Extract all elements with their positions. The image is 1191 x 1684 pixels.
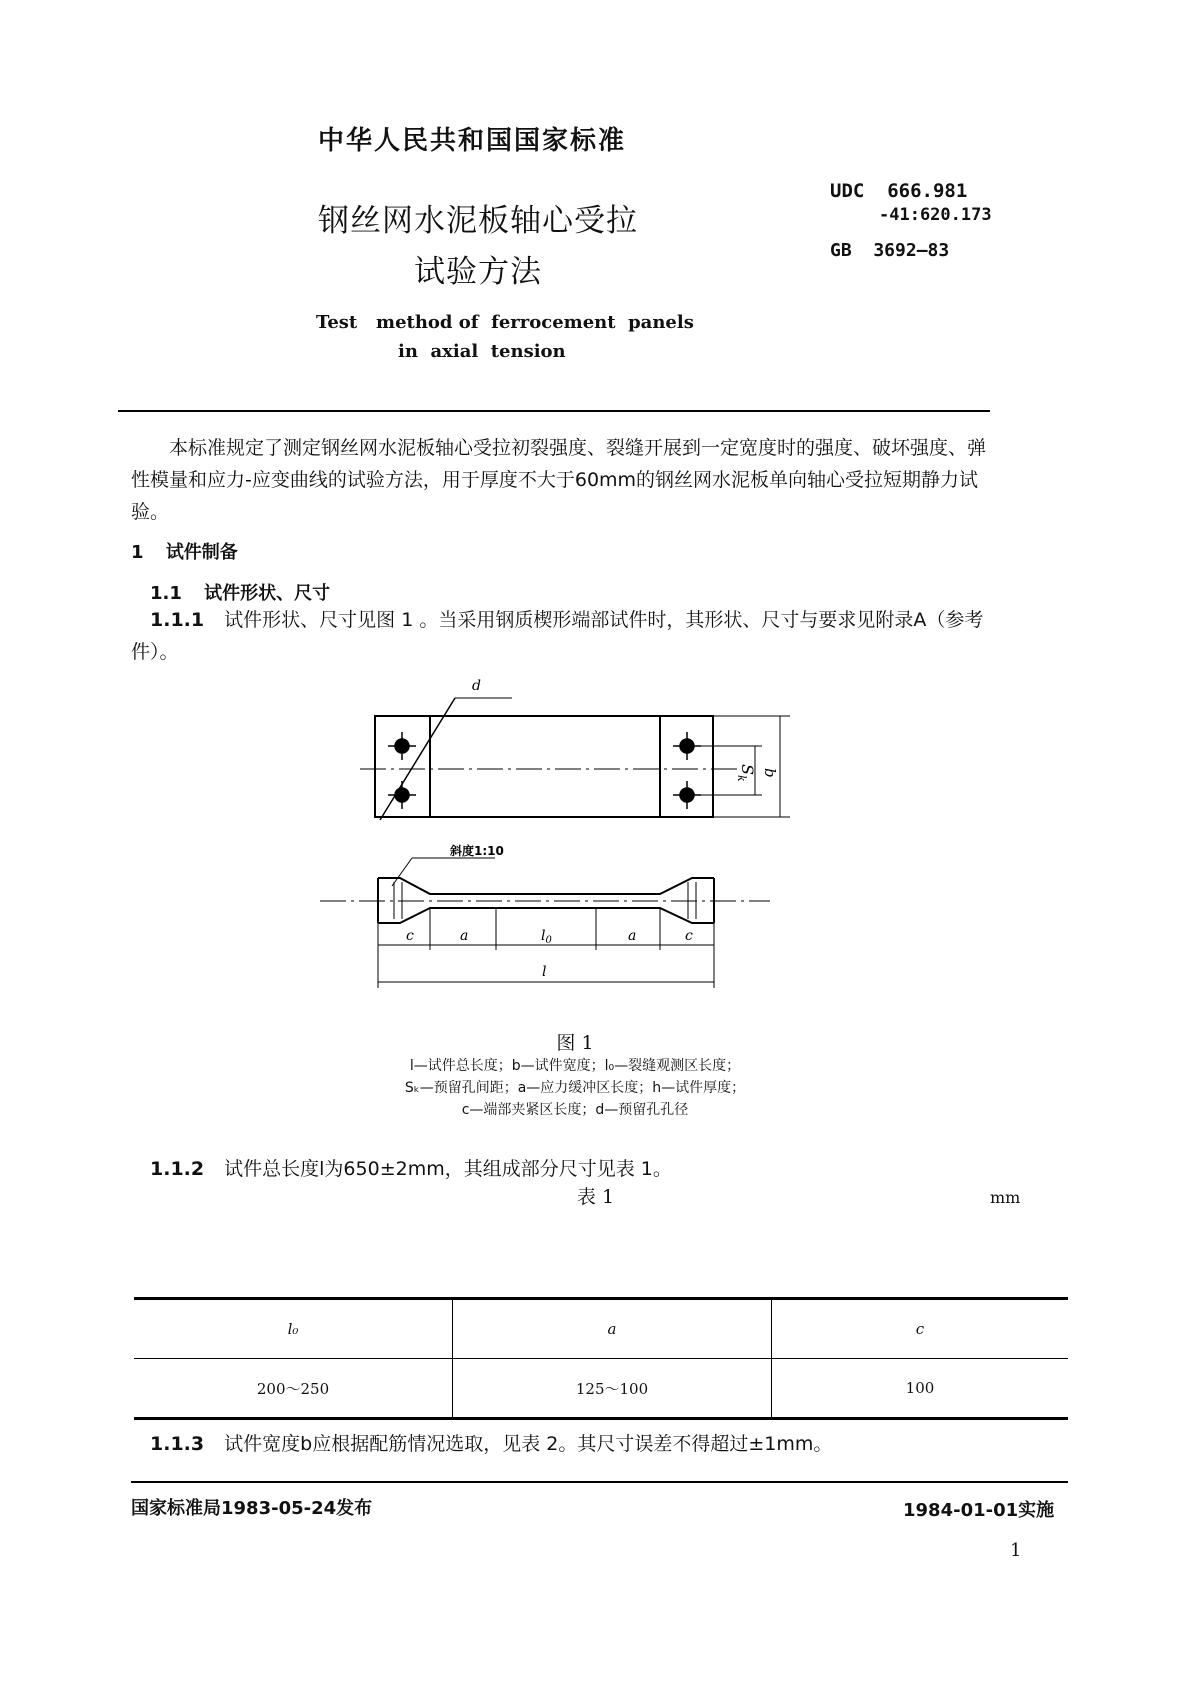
section-text: 试件形状、尺寸见图 1 。当采用钢质楔形端部试件时，其形状、尺寸与要求见附录A（参考件）。 — [131, 609, 984, 663]
table-cell: 125～100 — [453, 1359, 772, 1419]
label-c-left: c — [406, 928, 414, 944]
section-1-1-2-paragraph — [150, 1154, 672, 1181]
section-number: 1 — [131, 542, 144, 563]
plan-outline — [375, 716, 713, 817]
profile-top-edge — [378, 878, 714, 894]
table-1-title: 表 1 — [576, 1186, 615, 1208]
section-number: 1.1 — [150, 583, 182, 604]
label-c-right: c — [685, 928, 693, 944]
table-header-cell: l₀ — [134, 1299, 453, 1359]
page-number: 1 — [1010, 1540, 1022, 1561]
gb-code: GB 3692—83 — [830, 240, 950, 261]
label-l0: $l_0$ — [541, 928, 552, 946]
table-header-cell: c — [772, 1299, 1069, 1359]
label-a-right: a — [628, 928, 637, 944]
label-l: l — [542, 964, 547, 980]
national-standard-heading: 中华人民共和国国家标准 — [318, 126, 627, 156]
section-number: 1.1.3 — [150, 1433, 205, 1455]
figure-legend — [0, 1055, 1150, 1121]
table-cell: 200～250 — [134, 1359, 453, 1419]
document-title-line1: 钢丝网水泥板轴心受拉 — [318, 203, 638, 239]
legend-line: l—试件总长度；b—试件宽度；l₀—裂缝观测区长度； — [409, 1058, 741, 1074]
legend-line: c—端部夹紧区长度；d—预留孔孔径 — [461, 1102, 689, 1118]
english-title-line1: Test method of ferrocement panels — [316, 312, 694, 333]
table-row — [134, 1359, 1068, 1419]
section-text: 试件总长度l为650±2mm，其组成部分尺寸见表 1。 — [224, 1158, 672, 1180]
footer-divider — [131, 1481, 1068, 1483]
section-1-1-heading — [150, 579, 330, 605]
label-d: d — [472, 678, 481, 694]
section-title: 试件制备 — [165, 542, 238, 563]
table-header-row — [134, 1299, 1068, 1359]
label-b: b — [761, 768, 779, 778]
figure-1-drawing — [300, 670, 820, 1000]
legend-line: Sₖ—预留孔间距；a—应力缓冲区长度；h—试件厚度； — [404, 1080, 746, 1096]
english-title-line2: in axial tension — [398, 341, 566, 362]
section-number: 1.1.2 — [150, 1158, 205, 1180]
udc-code-line1: UDC 666.981 — [830, 180, 968, 202]
label-a-left: a — [460, 928, 469, 944]
table-header-cell: a — [453, 1299, 772, 1359]
header-divider — [118, 410, 990, 412]
intro-paragraph: 本标准规定了测定钢丝网水泥板轴心受拉初裂强度、裂缝开展到一定宽度时的强度、破坏强度、弹性模量和应力-应变曲线的试验方法，用于厚度不大于60mm的钢丝网水泥板单向轴心受拉短期静力试验。 — [131, 437, 987, 523]
table-cell: 100 — [772, 1359, 1069, 1419]
figure-caption: 图 1 — [556, 1032, 594, 1054]
section-title: 试件形状、尺寸 — [204, 583, 331, 604]
effective-date: 1984-01-01实施 — [903, 1500, 1055, 1521]
profile-bottom-edge — [378, 908, 714, 923]
section-1-1-3-paragraph — [150, 1429, 832, 1456]
table-1 — [134, 1297, 1068, 1420]
section-text: 试件宽度b应根据配筋情况选取，见表 2。其尺寸误差不得超过±1mm。 — [224, 1433, 833, 1455]
slope-label: 斜度1:10 — [450, 844, 504, 858]
udc-code-line2: -41:620.173 — [879, 205, 992, 225]
section-number: 1.1.1 — [150, 609, 205, 631]
section-1-heading — [131, 538, 238, 564]
issued-date: 国家标准局1983-05-24发布 — [131, 1498, 373, 1519]
table-1-unit: mm — [990, 1188, 1021, 1207]
section-1-1-1-paragraph — [131, 604, 993, 668]
document-title-line2: 试验方法 — [414, 254, 542, 290]
label-sk: $S_k$ — [735, 764, 757, 782]
